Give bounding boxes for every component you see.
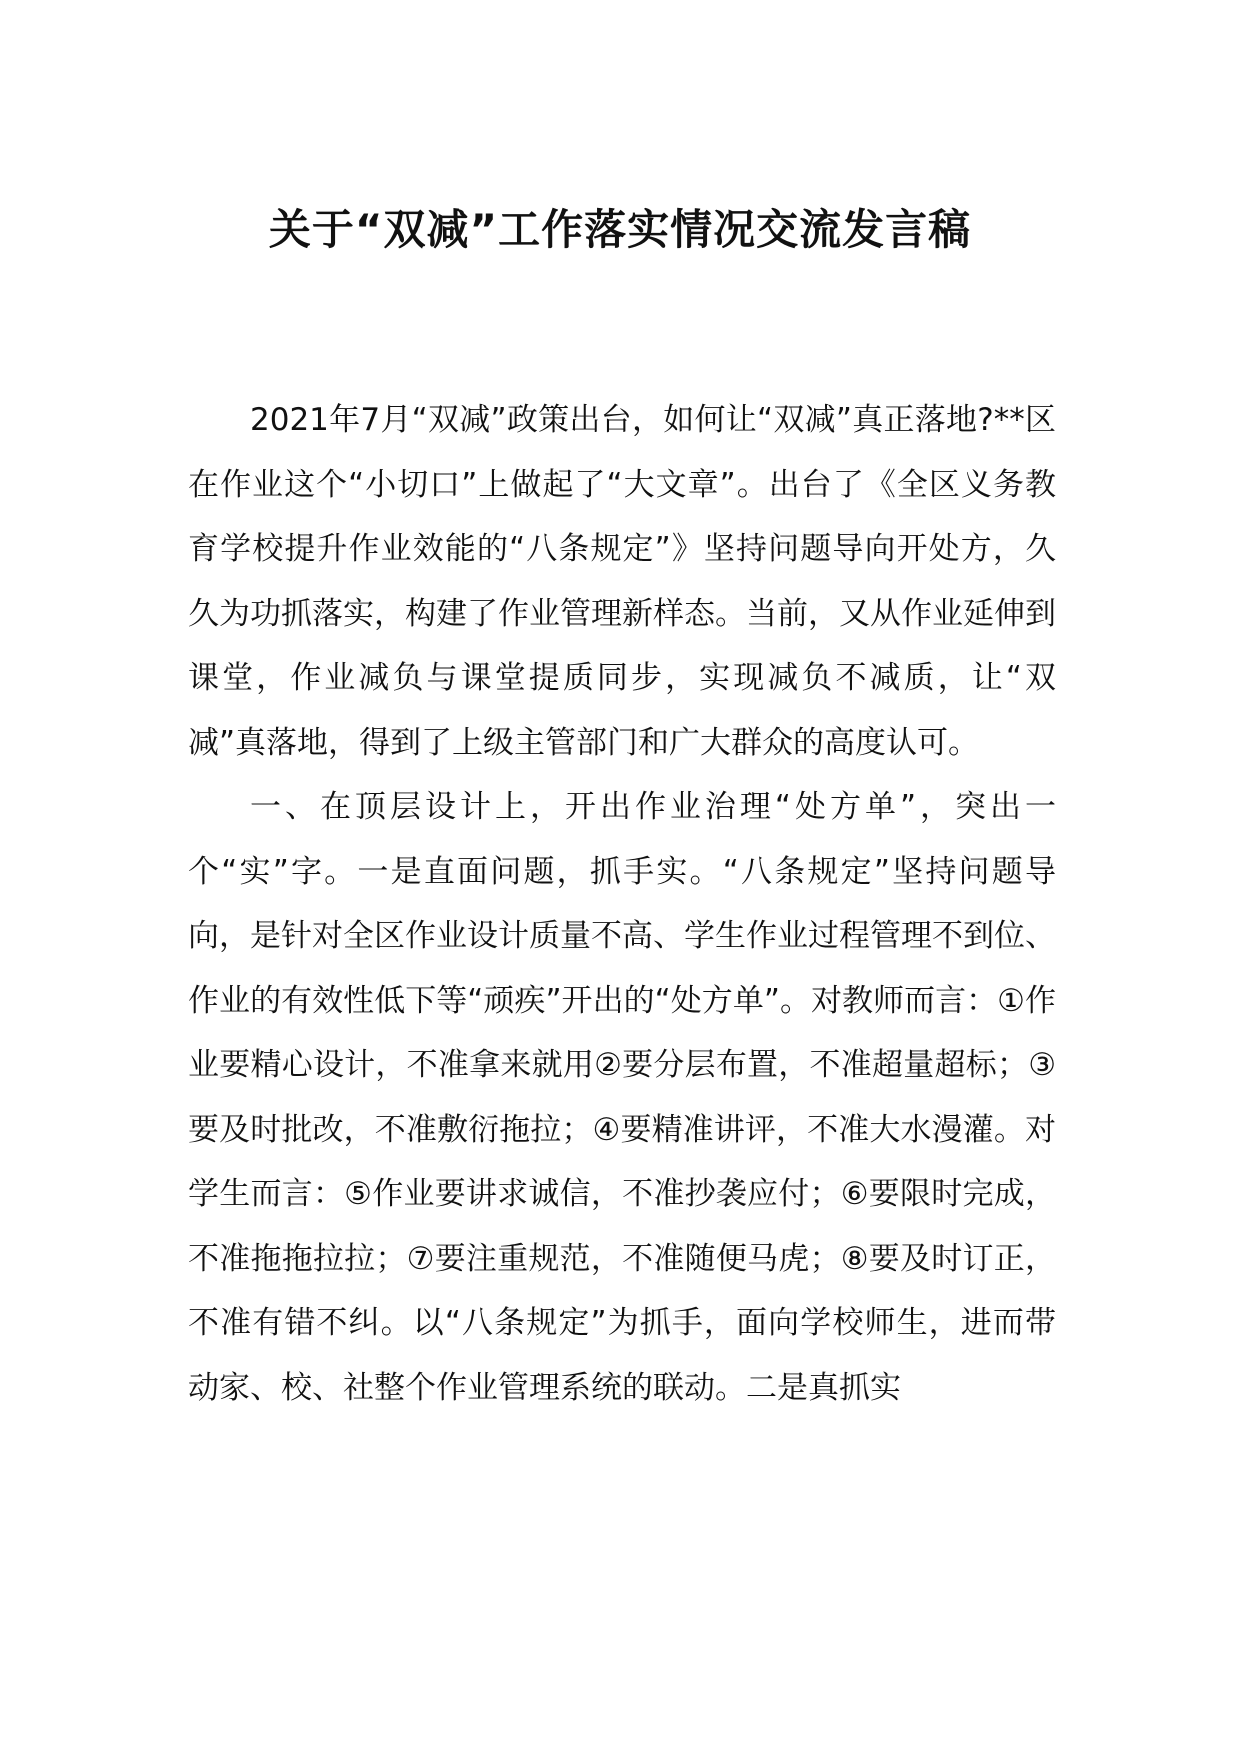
- paragraph-section-one: 一、在顶层设计上，开出作业治理“处方单”，突出一个“实”字。一是直面问题，抓手实。“八条规定”坚持问题导向，是针对全区作业设计质量不高、学生作业过程管理不到位、作业的有效性低下等“顽疾”开出的“处方单”。对教师而言：①作业要精心设计，不准拿来就用②要分层布置，不准超量超标；③要及时批改，不准敷衍拖拉；④要精准讲评，不准大水漫灌。对学生而言：⑤作业要讲求诚信，不准抄袭应付；⑥要限时完成，不准拖拖拉拉；⑦要注重规范，不准随便马虎；⑧要及时订正，不准有错不纠。以“八条规定”为抓手，面向学校师生，进而带动家、校、社整个作业管理系统的联动。二是真抓实: [188, 789, 1056, 1406]
- document-title: 关于“双减”工作落实情况交流发言稿: [268, 205, 972, 254]
- paragraph-intro: 2021年7月“双减”政策出台，如何让“双减”真正落地?**区在作业这个“小切口”上做起了“大文章”。出台了《全区义务教育学校提升作业效能的“八条规定”》坚持问题导向开处方，久久为功抓落实，构建了作业管理新样态。当前，又从作业延伸到课堂，作业减负与课堂提质同步，实现减负不减质，让“双减”真落地，得到了上级主管部门和广大群众的高度认可。: [188, 402, 1056, 761]
- document-body: [188, 388, 1056, 1420]
